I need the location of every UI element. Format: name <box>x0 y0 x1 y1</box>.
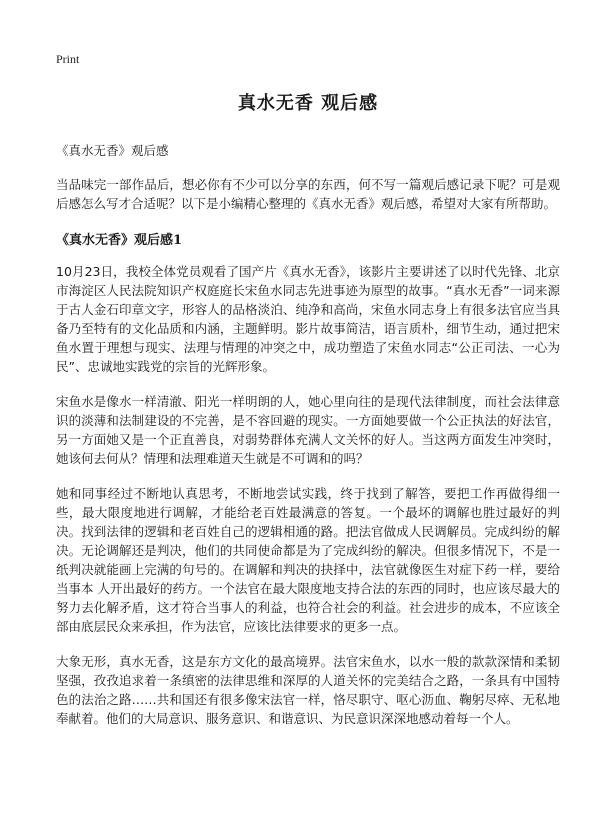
body-paragraph-1: 10月23日，我校全体党员观看了国产片《真水无香》，该影片主要讲述了以时代先锋、北京市海淀区人民法院知识产权庭庭长宋鱼水同志先进事迹为原型的故事。“真水无香”一词来源于古人金石印章文字，形容人的品格淡泊、纯净和高尚，宋鱼水同志身上有很多法官应当具备乃至特有的文化品质和内涵，主题鲜明。影片故事简洁，语言质朴，细节生动，通过把宋鱼水置于理想与现实、法理与情理的冲突之中，成功塑造了宋鱼水同志“公正司法、一心为民”、忠诚地实践党的宗旨的光辉形象。 <box>56 264 560 374</box>
document-subtitle: 《真水无香》观后感 <box>56 143 169 158</box>
section-heading: 《真水无香》观后感1 <box>56 233 183 248</box>
body-paragraph-3: 她和同事经过不断地认真思考，不断地尝试实践，终于找到了解答，要把工作再做得细一些，最大限度地进行调解，才能给老百姓最满意的答复。一个最坏的调解也胜过最好的判决。找到法律的逻辑和老百姓自己的逻辑相通的路。把法官做成人民调解员。完成纠纷的解决。无论调解还是判决，他们的共同使命都是为了完成纠纷的解决。但很多情况下，不是一纸判决就能画上完满的句号的。在调解和判决的抉择中，法官就像医生对症下药一样，要给当事本 人开出最好的药方。一个法官在最大限度地支持合法的东西的同时，也应该尽最大的努力去化解矛盾，这才符合当事人的利益，也符合社会的利益。社会进步的成本，不应该全部由底层民众来承担，作为法官，应该比法律要求的更多一点。 <box>56 486 560 634</box>
intro-paragraph: 当品味完一部作品后，想必你有不少可以分享的东西，何不写一篇观后感记录下呢？可是观后感怎么写才合适呢？以下是小编精心整理的《真水无香》观后感，希望对大家有所帮助。 <box>56 177 560 211</box>
body-paragraph-4: 大象无形，真水无香，这是东方文化的最高境界。法官宋鱼水，以水一般的款款深情和柔韧坚强，孜孜追求着一条缜密的法律思维和深厚的人道关怀的完美结合之路，一条具有中国特色的法治之路……共和国还有很多像宋法官一样，恪尽职守、呕心沥血、鞠躬尽瘁、无私地奉献着。他们的大局意识、服务意识、和谐意识、为民意识深深地感动着每一个人。 <box>56 654 560 726</box>
body-paragraph-2: 宋鱼水是像水一样清澈、阳光一样明朗的人，她心里向往的是现代法律制度，而社会法律意识的淡薄和法制建设的不完善，是不容回避的现实。一方面她要做一个公正执法的好法官，另一方面她又是一个正直善良，对弱势群体充满人文关怀的好人。当这两方面发生冲突时，她该何去何从？情理和法理难道天生就是不可调和的吗？ <box>56 394 560 466</box>
page-title: 真水无香 观后感 <box>237 93 379 114</box>
print-link[interactable]: Print <box>56 52 80 66</box>
